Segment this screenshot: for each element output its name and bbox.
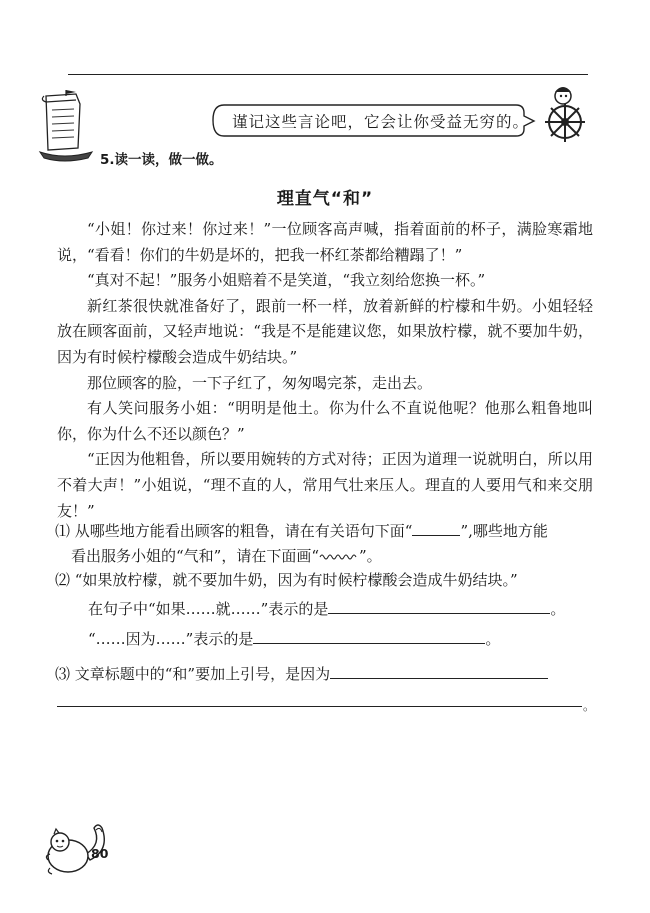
article-paragraph: 那位顾客的脸，一下子红了，匆匆喝完茶，走出去。 (87, 373, 433, 392)
question-2a: 在句子中“如果……就……”表示的是 。 (88, 600, 566, 618)
header-rule (68, 74, 588, 75)
question-1: ⑴ 从哪些地方能看出顾客的粗鲁，请在有关语句下面“ ”,哪些地方能 看出服务小姐的“气和”，请在下面画“ ”。 (55, 522, 548, 565)
article-paragraph: 有人笑问服务小姐：“明明是他土。你为什么不直说他呢？他那么粗鲁地叫你，你为什么不还以颜色？” (57, 399, 593, 443)
article-body (57, 217, 593, 524)
article-paragraph: “小姐！你过来！你过来！”一位顾客高声喊，指着面前的杯子，满脸寒霜地说，“看看！你们的牛奶是坏的，把我一杯红茶都给糟蹋了！” (57, 220, 593, 264)
article-title: 理直气“和” (276, 189, 374, 209)
question-2b: “……因为……”表示的是 。 (88, 630, 501, 648)
article-paragraph: 新红茶很快就准备好了，跟前一杯一样，放着新鲜的柠檬和牛奶。小姐轻轻放在顾客面前，又轻声地说：“我是不是能建议您，如果放柠檬，就不要加牛奶，因为有时候柠檬酸会造成牛奶结块。” (57, 296, 593, 366)
article-paragraph: “真对不起！”服务小姐赔着不是笑道，“我立刻给您换一杯。” (87, 271, 486, 290)
motto-text: 谨记这些言论吧，它会让你受益无穷的。 (232, 114, 530, 131)
sailing-scroll-icon (36, 90, 98, 162)
ship-wheel-mascot-icon (536, 84, 594, 144)
section-heading: 5.读一读，做一做。 (100, 152, 223, 168)
question-3: ⑶ 文章标题中的“和”要加上引号，是因为 (55, 662, 595, 687)
underline-sample (412, 535, 460, 536)
answer-line-2b[interactable] (253, 643, 485, 644)
answer-line-3a[interactable] (330, 678, 548, 679)
page-number: 80 (91, 846, 109, 861)
answer-line-3b[interactable] (57, 706, 582, 707)
article-paragraph: “正因为他粗鲁，所以要用婉转的方式对待；正因为道理一说就明白，所以用不着大声！”小姐说，“理不直的人，常用气壮来压人。理直的人要用气和来交朋友！” (57, 450, 593, 520)
wavy-line-sample (319, 552, 359, 562)
answer-period: 。 (583, 699, 596, 713)
question-2-stem: ⑵ “如果放柠檬，就不要加牛奶，因为有时候柠檬酸会造成牛奶结块。” (55, 571, 518, 589)
answer-line-2a[interactable] (328, 613, 550, 614)
